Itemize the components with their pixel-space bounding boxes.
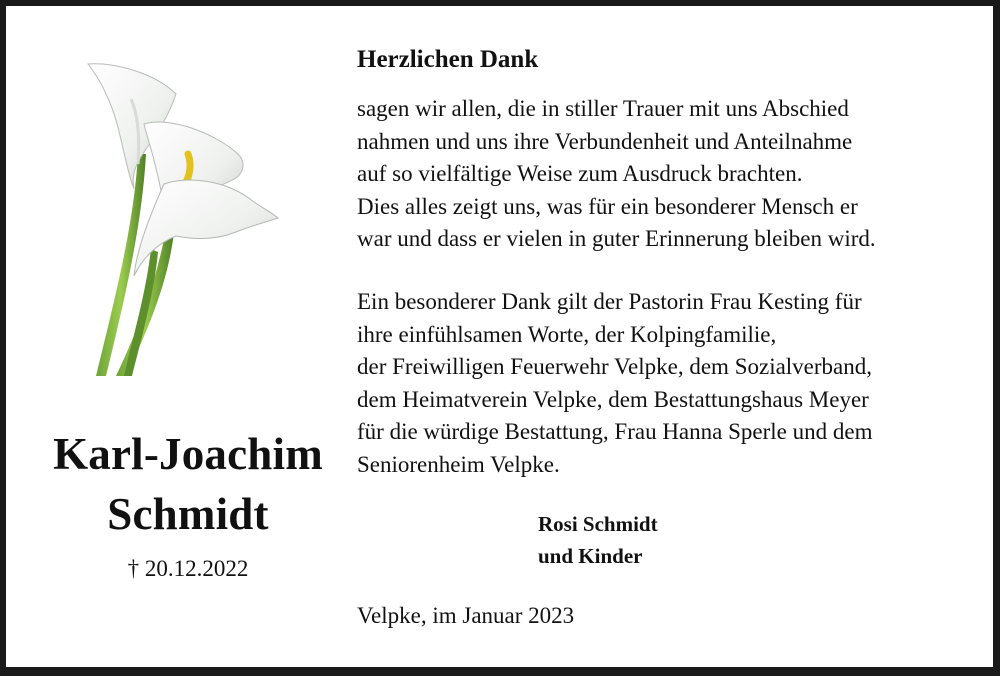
calla-lily-icon — [76, 54, 291, 379]
deceased-last-name: Schmidt — [107, 489, 269, 539]
text-line: Ein besonderer Dank gilt der Pastorin Frau Kesting für — [357, 289, 862, 314]
text-line: Dies alles zeigt uns, was für ein besonderer Mensch er — [357, 193, 858, 219]
text-line: sagen wir allen, die in stiller Trauer mit uns Abschied — [357, 96, 849, 121]
text-line: nahmen und uns ihre Verbundenheit und Anteilnahme — [357, 128, 853, 154]
deceased-first-name: Karl-Joachim — [53, 429, 323, 479]
signature-line: und Kinder — [538, 544, 643, 568]
signature-line: Rosi Schmidt — [538, 512, 658, 536]
special-thanks-paragraph — [357, 286, 987, 481]
text-line: der Freiwilligen Feuerwehr Velpke, dem Sozialverband, — [357, 354, 873, 379]
text-line: dem Heimatverein Velpke, dem Bestattungshaus Meyer — [357, 386, 869, 412]
text-line: Seniorenheim Velpke. — [357, 451, 560, 477]
obituary-card — [6, 6, 993, 667]
place-date: Velpke, im Januar 2023 — [357, 603, 575, 628]
text-line: ihre einfühlsamen Worte, der Kolpingfamilie, — [357, 321, 777, 347]
heading-title: Herzlichen Dank — [357, 46, 539, 73]
signature — [538, 508, 658, 572]
text-line: auf so vielfältige Weise zum Ausdruck brachten. — [357, 161, 803, 186]
text-line: war und dass er vielen in guter Erinnerung bleiben wird. — [357, 226, 876, 251]
text-line: für die würdige Bestattung, Frau Hanna Sperle und dem — [357, 419, 873, 444]
thanks-paragraph — [357, 93, 987, 256]
death-date: † 20.12.2022 — [127, 556, 249, 581]
